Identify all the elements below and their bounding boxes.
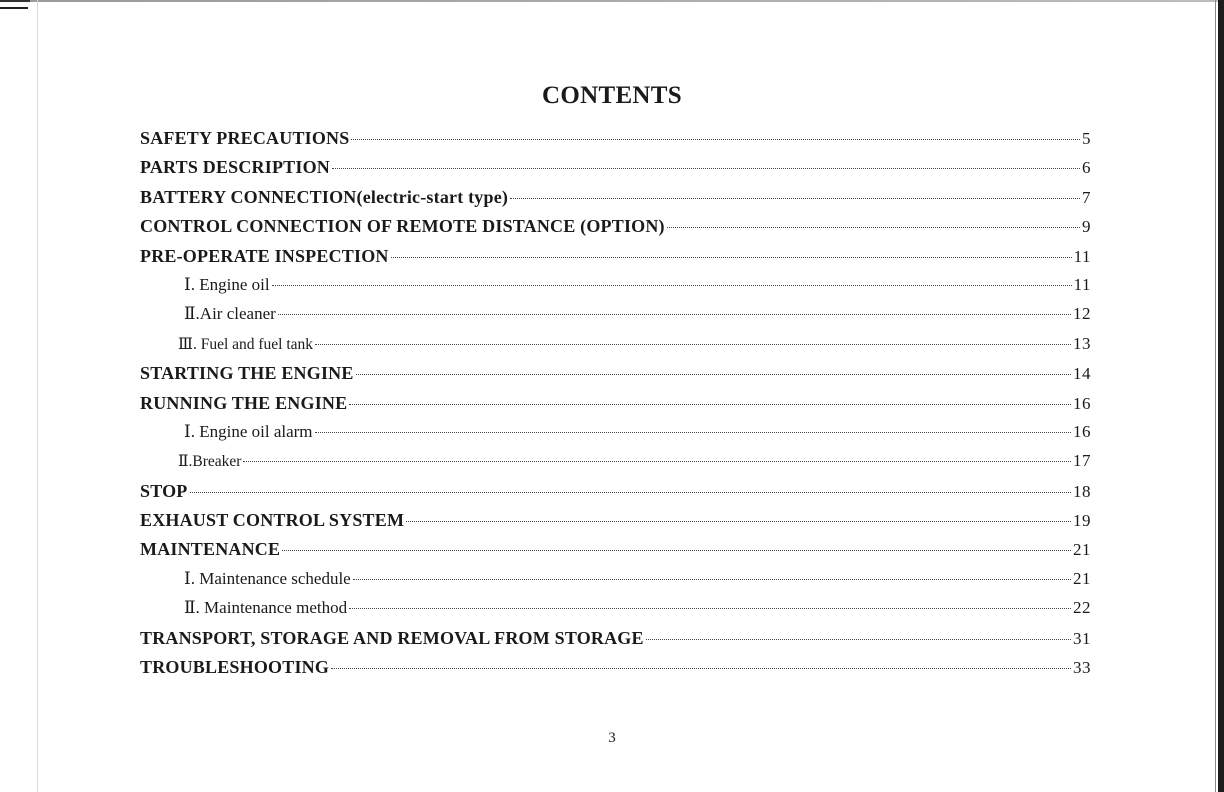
- toc-entry: [140, 157, 1091, 186]
- toc-leader-dots: [349, 608, 1071, 609]
- toc-leader-dots: [351, 139, 1080, 140]
- toc-leader-dots: [190, 492, 1072, 493]
- toc-entry: [140, 598, 1091, 627]
- toc-entry-label: TROUBLESHOOTING: [140, 657, 330, 678]
- toc-entry-page: 14: [1073, 364, 1091, 384]
- toc-leader-dots: [243, 461, 1071, 462]
- toc-leader-dots: [646, 639, 1071, 640]
- toc-entry: [140, 628, 1091, 657]
- toc-entry-page: 18: [1073, 481, 1091, 501]
- toc-entry-page: 33: [1073, 658, 1091, 678]
- toc-entry-page: 13: [1073, 333, 1091, 353]
- toc-entry-page: 5: [1082, 129, 1091, 148]
- toc-leader-dots: [667, 227, 1080, 228]
- toc-entry: [140, 393, 1091, 422]
- toc-entry: [140, 216, 1091, 245]
- page-title: CONTENTS: [542, 82, 682, 109]
- toc-leader-dots: [315, 432, 1071, 433]
- toc-entry: [140, 510, 1091, 539]
- toc-entry-page: 31: [1073, 628, 1091, 648]
- toc-entry-page: 7: [1082, 187, 1091, 207]
- toc-leader-dots: [353, 579, 1071, 580]
- toc-entry-page: 11: [1073, 246, 1091, 266]
- toc-entry: [140, 363, 1091, 392]
- toc-entry: [140, 539, 1091, 568]
- toc-entry-label: SAFETY PRECAUTIONS: [140, 128, 350, 148]
- toc-entry-page: 6: [1082, 158, 1091, 178]
- toc-entry-page: 16: [1073, 421, 1091, 441]
- toc-entry-page: 16: [1073, 393, 1091, 413]
- toc-leader-dots: [349, 404, 1071, 405]
- toc-entry: [140, 422, 1091, 451]
- toc-entry-label: RUNNING THE ENGINE: [140, 392, 348, 413]
- toc-entry-label: Ⅲ. Fuel and fuel tank: [178, 335, 314, 353]
- toc-entry-page: 21: [1073, 540, 1091, 560]
- scan-top-edge: [0, 0, 1224, 2]
- toc-entry-label: Ⅱ.Air cleaner: [184, 304, 276, 324]
- toc-leader-dots: [278, 314, 1071, 315]
- toc-entry-label: TRANSPORT, STORAGE AND REMOVAL FROM STORAGE: [140, 627, 644, 648]
- toc-entry-label: PRE-OPERATE INSPECTION: [140, 245, 389, 266]
- toc-leader-dots: [356, 374, 1071, 375]
- toc-entry-label: EXHAUST CONTROL SYSTEM: [140, 510, 405, 531]
- toc-entry: [140, 657, 1091, 686]
- toc-leader-dots: [272, 285, 1072, 286]
- toc-entry-page: 9: [1082, 217, 1091, 237]
- toc-entry-page: 21: [1073, 568, 1091, 588]
- toc-entry: [140, 569, 1091, 598]
- toc-entry: [140, 275, 1091, 304]
- toc-entry-label: STOP: [140, 480, 188, 501]
- scan-top-tick: [0, 2, 28, 9]
- toc-leader-dots: [331, 668, 1071, 669]
- toc-entry-label: MAINTENANCE: [140, 539, 281, 560]
- toc-entry: [140, 128, 1091, 157]
- toc-leader-dots: [391, 257, 1072, 258]
- toc-leader-dots: [406, 521, 1071, 522]
- toc-entry: [140, 451, 1091, 480]
- scan-right-line: [1215, 0, 1216, 792]
- toc-entry-page: 12: [1073, 304, 1091, 324]
- toc-entry-page: 22: [1073, 598, 1091, 618]
- toc-entry-label: CONTROL CONNECTION OF REMOTE DISTANCE (OPTION): [140, 216, 665, 237]
- toc-entry-label: Ⅱ.Breaker: [178, 453, 242, 471]
- toc-leader-dots: [510, 198, 1080, 199]
- toc-entry: [140, 304, 1091, 333]
- toc-entry-label: Ⅰ. Maintenance schedule: [184, 568, 351, 588]
- scan-gutter-line: [37, 0, 38, 792]
- toc-entry-label: Ⅰ. Engine oil: [184, 274, 270, 294]
- toc-entry-label: Ⅰ. Engine oil alarm: [184, 421, 313, 441]
- table-of-contents: [140, 128, 1091, 686]
- toc-entry-label: STARTING THE ENGINE: [140, 363, 354, 384]
- toc-entry: [140, 481, 1091, 510]
- toc-entry-label: BATTERY CONNECTION(electric-start type): [140, 186, 509, 207]
- toc-entry-page: 11: [1073, 274, 1091, 294]
- page-number: 3: [608, 730, 616, 746]
- toc-leader-dots: [282, 550, 1071, 551]
- toc-entry-label: Ⅱ. Maintenance method: [184, 598, 348, 618]
- toc-entry: [140, 334, 1091, 363]
- toc-entry-page: 19: [1073, 511, 1091, 531]
- toc-entry: [140, 187, 1091, 216]
- toc-entry-page: 17: [1073, 451, 1091, 471]
- toc-entry-label: PARTS DESCRIPTION: [140, 157, 330, 178]
- toc-entry: [140, 246, 1091, 275]
- scan-right-border: [1218, 0, 1224, 792]
- toc-leader-dots: [315, 344, 1071, 345]
- toc-leader-dots: [332, 168, 1080, 169]
